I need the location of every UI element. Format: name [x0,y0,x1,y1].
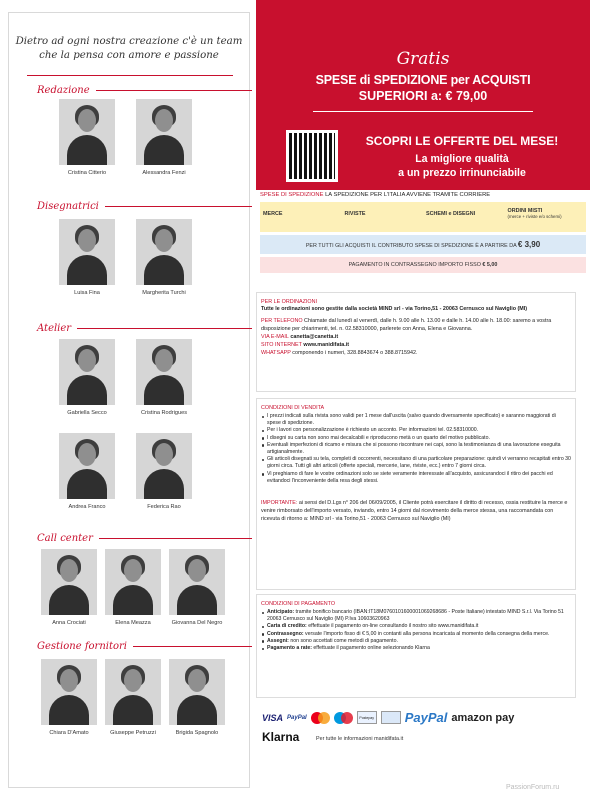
sito-info [261,341,571,349]
pagamento-value: tramite bonifico bancario (IBAN:IT18M0760101600001069268686 - Poste Italiane) intestato MIND S.r.l. Via Torino 51 20063 Cernusco sul Naviglio (MI) P.Iva 10603620963 [267,609,564,623]
member-name: Brigida Spagnolo [175,730,219,736]
gratis-title: Gratis [396,49,450,69]
pagamento-value: non sono accettati come metodi di pagamento. [288,637,398,644]
portrait-photo [169,549,225,615]
importante-label: IMPORTANTE: [261,500,298,507]
sito-link[interactable]: www.manidifata.it [301,342,350,348]
sito-label: SITO INTERNET [261,342,302,348]
pagamento-key: Assegni: [267,637,289,644]
section-gestione-fornitori [37,641,252,652]
postepay-label: Postepay [359,715,374,720]
condizioni-list [261,413,571,485]
portrait-photo [59,219,115,285]
offerte-title: SCOPRI LE OFFERTE DEL MESE! [365,134,559,148]
pagamento-item [261,638,571,645]
portrait-photo [59,433,115,499]
portrait-photo [105,549,161,615]
team-member [55,99,119,176]
portrait-photo [41,549,97,615]
ordinazioni-label: PER LE ORDINAZIONI [261,299,318,305]
team-member [37,659,101,736]
klarna-info: Per tutte le informazioni manidifata.it [316,736,404,742]
pagamento-item [261,609,571,623]
qr-code[interactable] [286,130,338,182]
contributo-text: PER TUTTI GLI ACQUISTI IL CONTRIBUTO SPESE DI SPEDIZIONE È A PARTIRE DA [305,243,517,249]
whatsapp-label: WHATSAPP [261,350,291,356]
contrassegno-value: € 5,00 [482,262,498,268]
importante-text: ai sensi del D.Lgs n° 206 del 06/09/2005, il Cliente potrà esercitare il diritto di recesso, ossia restituire la merce e venire rimborsato dell'importo versato, inviando, entro 14 giorni dal ricevimento della merce stessa, una raccomandata con ricevuta di ritorno a: MIND srl - via Torino,51 - 20063 Cernusco sul Naviglio (MI) [261,500,568,523]
col-riviste: RIVISTE [344,211,366,217]
pagamento-list [261,609,571,652]
member-name: Luisa Fina [74,290,100,296]
section-call-center [37,533,252,544]
pagamento-key: Pagamento a rate: [267,645,312,652]
team-member [132,219,196,296]
team-member [165,549,229,626]
section-disegnatrici [37,201,252,212]
team-member [55,433,119,510]
qualita-line2: a un prezzo irrinunciabile [398,167,526,179]
member-name: Cristina Citterio [67,170,107,176]
member-name: Giuseppe Petruzzi [110,730,156,736]
banner-divider [313,111,533,112]
telefono-info [261,317,571,333]
pagamento-value: effettuate il pagamento on-line consultando il nostro sito www.manidifata.it [306,623,479,630]
member-name: Anna Crociati [52,620,86,626]
bank-card-logo [381,711,401,724]
condizione-item: I disegni su carta non sono mai decalcabili e riproducono metà o un quarto del motivo pubblicato. [261,435,571,442]
team-member [132,433,196,510]
condizione-item: Vi preghiamo di fare le vostre ordinazioni solo se siete veramente interessate all'acquisto, assicurandoci il ritiro dei pacchi ed evitandoci l'inconveniente della resa degli stessi. [261,471,571,485]
mastercard-logo [311,712,330,724]
portrait-photo [59,99,115,165]
pagamento-item [261,645,571,652]
member-name: Elena Meazza [115,620,151,626]
watermark: PassionForum.ru [506,784,560,791]
team-member [55,339,119,416]
whatsapp-text: componendo i numeri, 328.8843674 o 388.8715942. [290,350,418,356]
team-intro-line2: che la pensa con amore e passione [39,50,219,61]
team-intro [9,35,249,63]
pagamento-item [261,631,571,638]
member-name: Margherita Turchi [142,290,186,296]
team-member [132,99,196,176]
col-ordini-note: (merce + riviste e/o schemi) [507,214,562,219]
member-name: Cristina Rodrigues [140,410,187,416]
paypal-logo: PayPal [404,710,448,725]
payment-logos [262,710,514,725]
email-info [261,333,571,341]
intro-divider [27,75,233,76]
importante-note [261,499,571,523]
section-disegnatrici-title: Disegnatrici [37,201,99,212]
section-redazione [37,85,252,96]
col-ordini-label: ORDINI MISTI [507,208,543,214]
qualita-line1: La migliore qualità [415,153,509,165]
section-gestione-fornitori-title: Gestione fornitori [37,641,127,652]
portrait-photo [41,659,97,725]
condizione-item: Gli articoli disegnati su tela, completi di occorrenti, necessitano di una particolare preparazione: quindi vi verranno recapitati entro 30 giorni circa. Tutti gli altri articoli (offerte speciali, mercerie, lane, riviste, ecc.) entro 7 giorni circa. [261,456,571,470]
member-name: Alessandra Fenzi [142,170,186,176]
visa-logo: VISA [262,712,284,723]
pagamento-key: Anticipato: [267,609,295,615]
spese-line1: SPESE di SPEDIZIONE per ACQUISTI [315,73,531,87]
condizioni-label: CONDIZIONI DI VENDITA [261,405,325,411]
offerte-block [352,134,572,179]
amazon-pay-logo: amazon pay [451,711,515,724]
team-member [101,659,165,736]
shipping-title [260,192,590,198]
pagamento-key: Carta di credito: [267,623,307,630]
team-member [101,549,165,626]
portrait-photo [169,659,225,725]
ordinazioni-box [256,292,576,392]
contrassegno-bar [260,257,586,273]
member-name: Giovanna Del Negro [171,620,223,626]
shipping-box [256,190,590,273]
pagamento-value: versate l'importo fisso di € 5,00 in contanti alla persona incaricata al momento della consegna della merce. [303,630,550,637]
team-panel [8,12,250,788]
pagamento-value: effettuate il pagamento online selezionando Klarna [311,645,430,652]
member-name: Andrea Franco [68,504,106,510]
email-link[interactable]: canetta@canetta.it [288,334,339,340]
condizione-item: Eventuali imperfezioni di ricamo e misura che si possono riscontrare nei capi, sono la testimonianza di una lavorazione eseguita artigianalmente. [261,442,571,456]
whatsapp-info [261,349,571,357]
portrait-photo [136,433,192,499]
maestro-logo [334,712,353,724]
col-merce: MERCE [263,211,283,217]
spese-line2: SUPERIORI a: € 79,00 [358,89,488,103]
paypal-small-logo: PayPal [287,714,307,721]
contributo-bar [260,235,586,254]
pagamento-key: Contrassegno: [267,630,304,637]
team-member [165,659,229,736]
shipping-table [260,202,586,232]
portrait-photo [136,339,192,405]
contributo-value: € 3,90 [517,240,541,249]
ordinazioni-text: Tutte le ordinazioni sono gestite dalla società MIND srl - via Torino,51 - 20063 Cernusco sul Naviglio (MI) [261,306,528,312]
member-name: Federica Rao [147,504,181,510]
contrassegno-text: PAGAMENTO IN CONTRASSEGNO IMPORTO FISSO [348,262,481,268]
klarna-logo: Klarna [262,730,300,744]
section-call-center-title: Call center [37,533,93,544]
telefono-text: Chiamate dal lunedì al venerdì, dalle h. 9.00 alle h. 13.00 e dalle h. 14.00 alle h. 18.00: saremo a vostra disposizione per chiarimenti, tel. n. 02.58310000, parlerete con Anna, Elena e Giovanna. [261,318,552,332]
postepay-logo [357,711,377,724]
telefono-label: PER TELEFONO [261,318,303,324]
team-intro-line1: Dietro ad ogni nostra creazione c'è un team [15,36,243,47]
shipping-title-rest: LA SPEDIZIONE PER L'ITALIA AVVIENE TRAMITE CORRIERE [323,192,491,198]
portrait-photo [59,339,115,405]
col-ordini [505,202,587,232]
pagamento-item [261,623,571,630]
col-schemi: SCHEMI e DISEGNI [426,211,476,217]
section-atelier [37,323,252,334]
team-member [132,339,196,416]
section-redazione-title: Redazione [37,85,90,96]
shipping-title-red: SPESE DI SPEDIZIONE [260,192,324,198]
condizioni-pagamento-box [256,594,576,698]
section-atelier-title: Atelier [37,323,72,334]
portrait-photo [136,219,192,285]
condizioni-vendita-box [256,398,576,590]
member-name: Gabriella Secco [67,410,107,416]
email-label: VIA E-MAIL [261,334,289,340]
portrait-photo [105,659,161,725]
team-member [37,549,101,626]
team-member [55,219,119,296]
member-name: Chiara D'Amato [49,730,89,736]
promo-banner [256,0,590,190]
pagamento-label: CONDIZIONI DI PAGAMENTO [261,601,336,607]
portrait-photo [136,99,192,165]
condizione-item: I prezzi indicati sulla rivista sono validi per 1 mese dall'uscita (salvo quando diversamente specificato) e saranno maggiorati di spese di spedizione. [261,413,571,427]
condizione-item: Per i lavori con personalizzazione è richiesto un acconto. Per informazioni tel. 02.58310000. [261,427,571,434]
